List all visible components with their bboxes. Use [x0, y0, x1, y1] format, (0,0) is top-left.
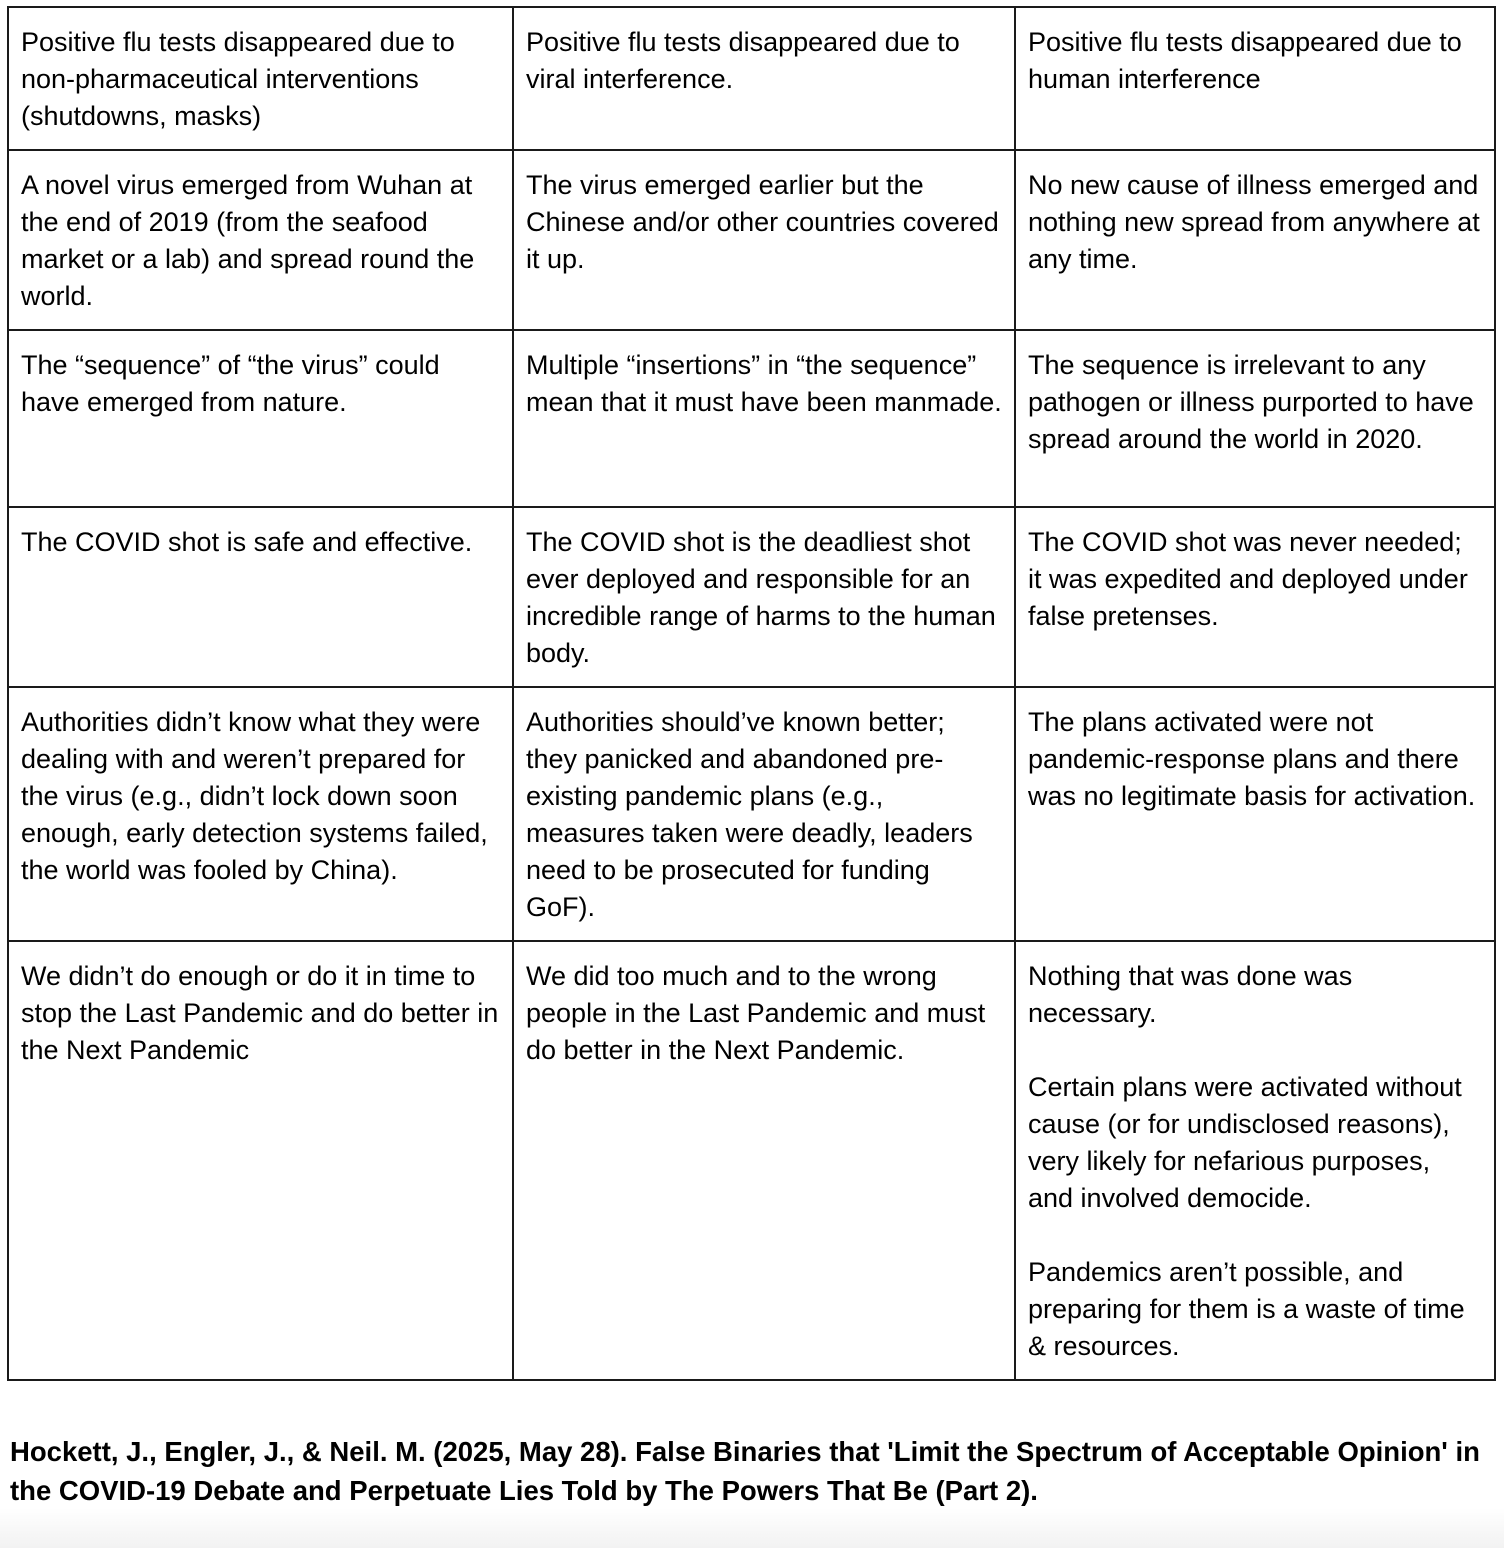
table-cell — [513, 507, 1015, 687]
table-cell — [513, 150, 1015, 330]
table-cell — [513, 7, 1015, 150]
table-cell — [8, 150, 513, 330]
table-cell — [8, 687, 513, 941]
cell-text: We did too much and to the wrong people in the Last Pandemic and must do better in the Next Pandemic. — [526, 961, 986, 1065]
cell-text: The COVID shot was never needed; it was expedited and deployed under false pretenses. — [1028, 527, 1468, 631]
cell-text: Positive flu tests disappeared due to viral interference. — [526, 27, 960, 94]
table-cell — [8, 7, 513, 150]
table-row — [8, 687, 1495, 941]
cell-text: Multiple “insertions” in “the sequence” mean that it must have been manmade. — [526, 350, 1002, 417]
table-row — [8, 941, 1495, 1380]
table-cell — [1015, 330, 1495, 507]
cell-text: Certain plans were activated without cause (or for undisclosed reasons), very likely for nefarious purposes, and involved democide. — [1028, 1072, 1462, 1213]
table-cell — [8, 507, 513, 687]
table-row — [8, 507, 1495, 687]
cell-text: Nothing that was done was necessary. — [1028, 961, 1353, 1028]
table-row — [8, 330, 1495, 507]
cell-text: Authorities didn’t know what they were dealing with and weren’t prepared for the virus (e.g., didn’t lock down soon enough, early detection systems failed, the world was fooled by China). — [21, 707, 488, 885]
cell-text: The COVID shot is safe and effective. — [21, 527, 473, 557]
cell-text: The COVID shot is the deadliest shot ever deployed and responsible for an incredible range of harms to the human body. — [526, 527, 996, 668]
table-cell — [513, 687, 1015, 941]
cell-text: Positive flu tests disappeared due to non-pharmaceutical interventions (shutdowns, masks) — [21, 27, 455, 131]
table-cell — [8, 330, 513, 507]
table-cell — [8, 941, 513, 1380]
cell-text: Authorities should’ve known better; they panicked and abandoned pre-existing pandemic plans (e.g., measures taken were deadly, leaders need to be prosecuted for funding GoF). — [526, 707, 973, 922]
cell-text: The sequence is irrelevant to any pathogen or illness purported to have spread around the world in 2020. — [1028, 350, 1474, 454]
table-cell — [1015, 7, 1495, 150]
cell-text: Pandemics aren’t possible, and preparing for them is a waste of time & resources. — [1028, 1257, 1465, 1361]
cell-text: No new cause of illness emerged and nothing new spread from anywhere at any time. — [1028, 170, 1480, 274]
page-bottom-shade — [0, 1508, 1504, 1548]
table-cell — [1015, 941, 1495, 1380]
table-cell — [1015, 150, 1495, 330]
table-cell — [1015, 507, 1495, 687]
cell-text: The plans activated were not pandemic-response plans and there was no legitimate basis for activation. — [1028, 707, 1476, 811]
table-cell — [513, 330, 1015, 507]
cell-text: We didn’t do enough or do it in time to stop the Last Pandemic and do better in the Next Pandemic — [21, 961, 499, 1065]
table-row — [8, 7, 1495, 150]
cell-text: The “sequence” of “the virus” could have emerged from nature. — [21, 350, 440, 417]
cell-text: The virus emerged earlier but the Chinese and/or other countries covered it up. — [526, 170, 999, 274]
false-binaries-table — [7, 6, 1496, 1381]
table-cell — [513, 941, 1015, 1380]
cell-text: A novel virus emerged from Wuhan at the end of 2019 (from the seafood market or a lab) and spread round the world. — [21, 170, 475, 311]
table-cell — [1015, 687, 1495, 941]
table-row — [8, 150, 1495, 330]
table-body — [8, 7, 1495, 1380]
cell-text: Positive flu tests disappeared due to human interference — [1028, 27, 1462, 94]
citation: Hockett, J., Engler, J., & Neil. M. (2025, May 28). False Binaries that 'Limit the Spectrum of Acceptable Opinion' in the COVID-19 Debate and Perpetuate Lies Told by The Powers That Be (Part 2). — [10, 1436, 1480, 1506]
